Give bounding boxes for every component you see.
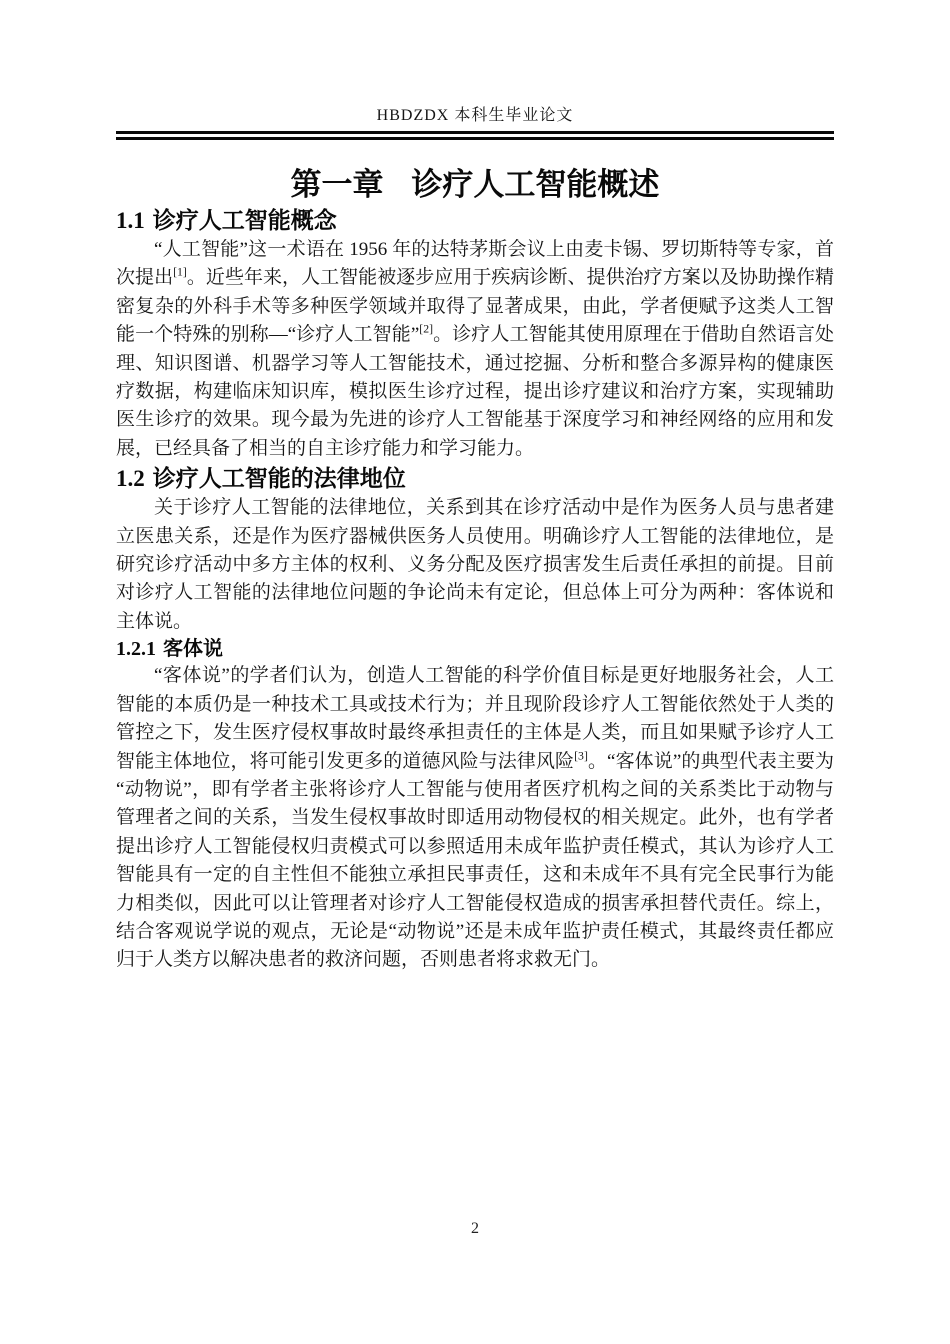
section-1-1 (116, 205, 834, 463)
chapter-title (116, 165, 834, 205)
page-content (116, 0, 834, 975)
running-head: HBDZDX 本科生毕业论文 (376, 107, 574, 124)
paragraph-1-2 (116, 494, 834, 636)
section-title: 诊疗人工智能概念 (152, 207, 337, 233)
chapter-number: 第一章 (290, 167, 384, 202)
text-run: 。近些年来，人工智能被逐步应用于疾病诊断、提供治疗方案以及协助操作精密复杂的外科手术等多种医学领域并取得了显著成果，由此，学者便赋予这类人工智能一个特殊的别称—“诊疗人工智能” (116, 267, 834, 346)
text-run: “人工智能”这一术语在 1956 年的达特茅斯会议上由麦卡锡、罗切斯特等专家，首次提出 (116, 239, 834, 289)
subsection-1-2-1 (116, 636, 834, 974)
chapter-name: 诊疗人工智能概述 (411, 167, 660, 202)
page-number: 2 (471, 1220, 479, 1237)
section-number: 1.1 (116, 208, 145, 233)
paragraph-1-1 (116, 236, 834, 463)
text-run: 关于诊疗人工智能的法律地位，关系到其在诊疗活动中是作为医务人员与患者建立医患关系，还是作为医疗器械供医务人员使用。明确诊疗人工智能的法律地位，是研究诊疗活动中多方主体的权利、义务分配及医疗损害发生后责任承担的前提。目前对诊疗人工智能的法律地位问题的争论尚未有定论，但总体上可分为两种：客体说和主体说。 (116, 497, 834, 632)
subsection-title: 客体说 (163, 638, 223, 661)
footnote-ref: [2] (419, 322, 434, 336)
header-rule (116, 131, 834, 140)
section-heading-1-2 (116, 463, 834, 494)
subsection-number: 1.2.1 (116, 638, 156, 661)
section-1-2 (116, 463, 834, 975)
section-number: 1.2 (116, 466, 145, 492)
footnote-ref: [3] (574, 749, 588, 763)
section-heading-1-1 (116, 205, 834, 236)
section-title: 诊疗人工智能的法律地位 (152, 465, 406, 492)
text-run: 。诊疗人工智能其使用原理在于借助自然语言处理、知识图谱、机器学习等人工智能技术，通过挖掘、分析和整合多源异构的健康医疗数据，构建临床知识库，模拟医生诊疗过程，提出诊疗建议和治疗方案，实现辅助医生诊疗的效果。现今最为先进的诊疗人工智能基于深度学习和神经网络的应用和发展，已经具备了相当的自主诊疗能力和学习能力。 (116, 324, 834, 459)
paragraph-1-2-1 (116, 662, 834, 974)
subsection-heading-1-2-1 (116, 636, 834, 662)
text-run: 。“客体说”的典型代表主要为“动物说”，即有学者主张将诊疗人工智能与使用者医疗机构之间的关系类比于动物与管理者之间的关系，当发生侵权事故时即适用动物侵权的相关规定。此外，也有学者提出诊疗人工智能侵权归责模式可以参照适用未成年监护责任模式，其认为诊疗人工智能具有一定的自主性但不能独立承担民事责任，这和未成年不具有完全民事行为能力相类似，因此可以让管理者对诊疗人工智能侵权造成的损害承担替代责任。综上，结合客观说学说的观点，无论是“动物说”还是未成年监护责任模式，其最终责任都应归于人类方以解决患者的救济问题，否则患者将求救无门。 (116, 750, 834, 971)
text-run: “客体说”的学者们认为，创造人工智能的科学价值目标是更好地服务社会，人工智能的本质仍是一种技术工具或技术行为；并且现阶段诊疗人工智能依然处于人类的管控之下，发生医疗侵权事故时最终承担责任的主体是人类，而且如果赋予诊疗人工智能主体地位，将可能引发更多的道德风险与法律风险 (116, 665, 834, 772)
footnote-ref: [1] (173, 266, 187, 280)
